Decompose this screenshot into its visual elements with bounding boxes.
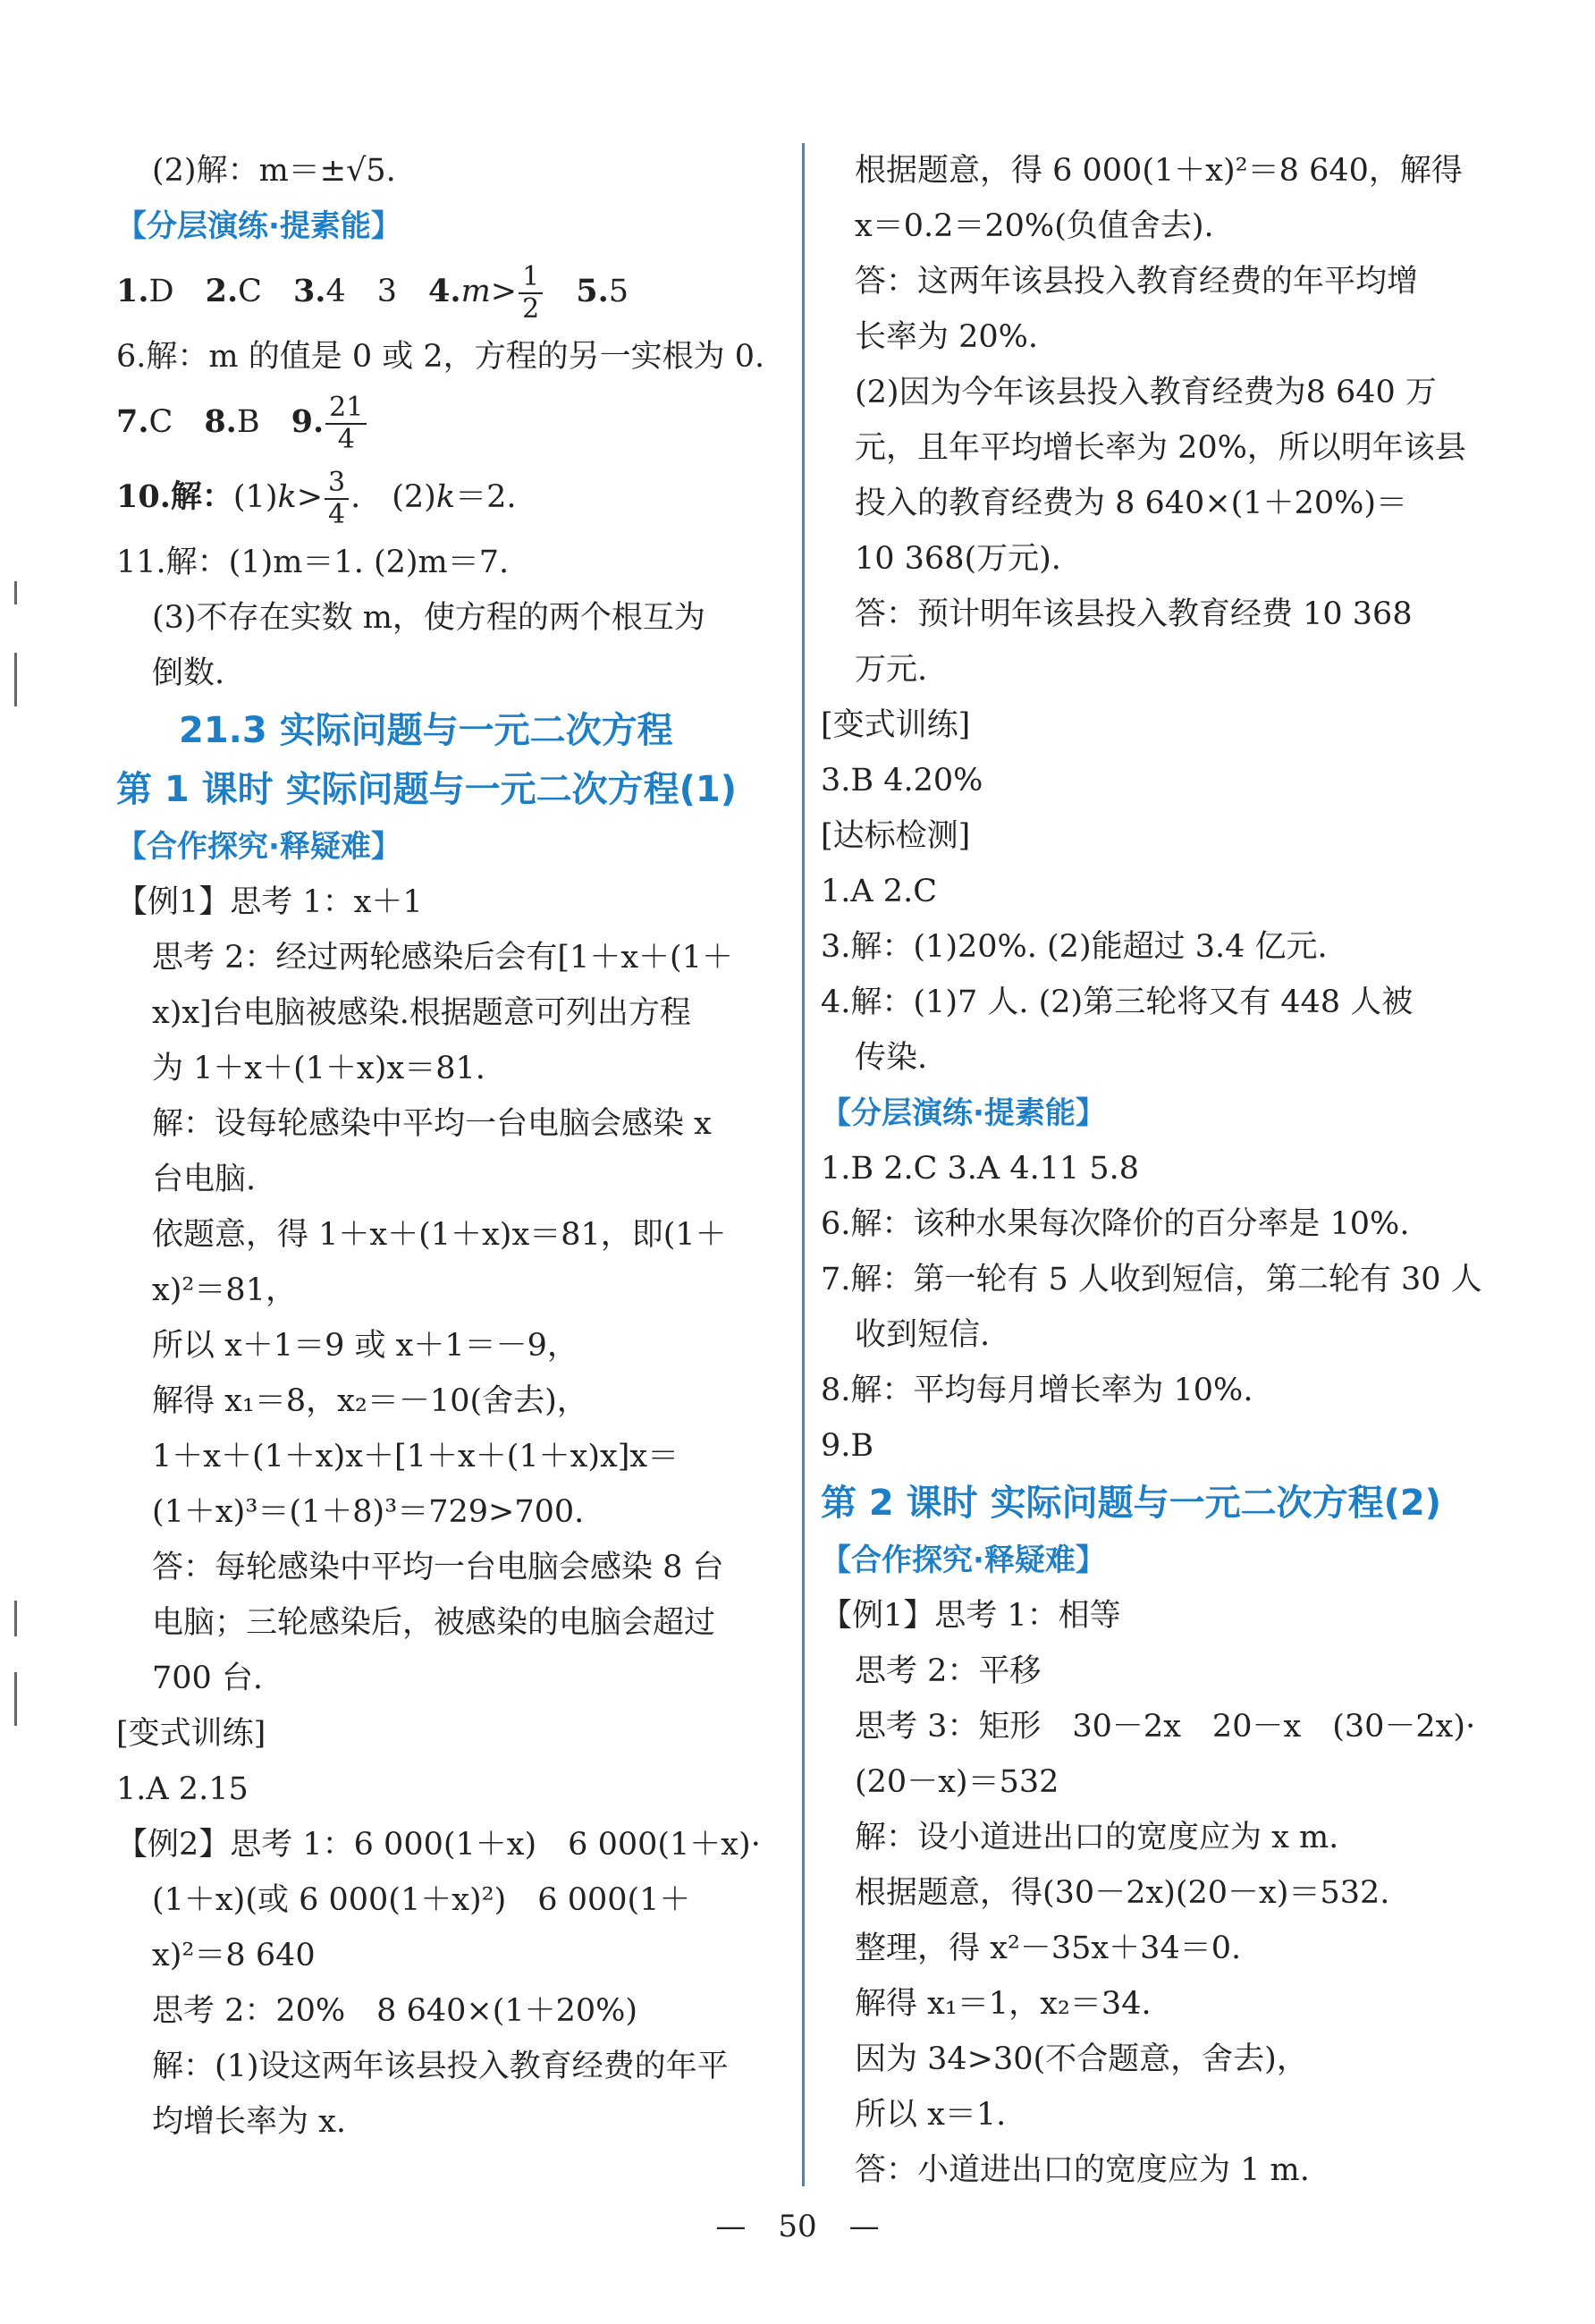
answer-line: 10.解：(1)k> $\frac{3}{4}$ . (2)k＝2. [116,466,517,530]
text-line: (20－x)＝532 [855,1764,1059,1800]
text-line: 整理，得 x²－35x＋34＝0. [855,1931,1242,1966]
text-line: 4.解：(1)7 人. (2)第三轮将又有 448 人被 [821,985,1414,1020]
text-line: 电脑；三轮感染后，被感染的电脑会超过 [152,1605,716,1641]
text-line: 思考 2：平移 [855,1653,1042,1689]
text-line: (2)因为今年该县投入教育经费为8 640 万 [855,375,1437,410]
text-line: 答：小道进出口的宽度应为 1 m. [855,2152,1310,2188]
text-line: 解：(1)设这两年该县投入教育经费的年平 [152,2049,729,2084]
text-line: 11.解：(1)m＝1. (2)m＝7. [116,545,510,580]
text-line: x)²＝8 640 [152,1938,316,1973]
right-column [821,143,1496,2198]
section-bar-heading: 【分层演练·提素能】 [821,1095,1106,1131]
fraction: $\frac{21}{4}$ [325,393,367,455]
section-bar-heading: 【合作探究·释疑难】 [116,829,401,865]
text-line: 6.解：m 的值是 0 或 2，方程的另一实根为 0. [116,339,765,375]
text-line: 因为 34>30(不合题意，舍去)， [855,2041,1308,2077]
text-line: (1＋x)(或 6 000(1＋x)²) 6 000(1＋ [152,1882,691,1918]
left-column [116,143,791,2150]
fraction: $\frac{3}{4}$ [325,468,349,530]
text-line: 答：预计明年该县投入教育经费 10 368 [855,596,1413,632]
text-line: 根据题意，得(30－2x)(20－x)＝532. [855,1875,1390,1911]
fraction: $\frac{1}{2}$ [519,262,543,325]
text-line: 9.B [821,1428,874,1464]
text-line: 均增长率为 x. [152,2104,346,2140]
text-line: 为 1＋x＋(1＋x)x＝81. [152,1051,485,1086]
text-line: 所以 x＋1＝9 或 x＋1＝－9， [152,1328,578,1364]
text-line: 长率为 20%. [855,319,1039,355]
text-line: 思考 2：经过两轮感染后会有[1＋x＋(1＋ [152,940,733,976]
subsection-heading: [达标检测] [821,818,971,854]
text-line: 解：设小道进出口的宽度应为 x m. [855,1820,1339,1855]
section-title: 21.3 实际问题与一元二次方程 [179,710,673,751]
lesson-title: 第 1 课时 实际问题与一元二次方程(1) [116,769,738,810]
text-line: 解得 x₁＝8，x₂＝－10(舍去)， [152,1383,588,1419]
text-line: 解：设每轮感染中平均一台电脑会感染 x [152,1106,712,1142]
answer-line: 1.D 2.C 3.4 3 4.m> $\frac{1}{2}$ 5.5 [116,260,629,325]
text-line: 1.B 2.C 3.A 4.11 5.8 [821,1151,1140,1187]
text-line: 解得 x₁＝1，x₂＝34. [855,1986,1152,2022]
text-line: (3)不存在实数 m，使方程的两个根互为 [152,600,705,636]
text-line: 思考 2：20% 8 640×(1＋20%) [152,1993,638,2029]
text-line: 思考 3：矩形 30－2x 20－x (30－2x)· [855,1709,1476,1745]
scan-edge-mark [14,581,17,604]
text-line: 8.解：平均每月增长率为 10%. [821,1373,1253,1408]
text-line: 所以 x＝1. [855,2097,1007,2133]
footer-dash: — [848,2209,880,2244]
text-line: 倒数. [152,655,225,691]
scan-edge-mark [14,1601,17,1636]
text-line: 答：这两年该县投入教育经费的年平均增 [855,264,1419,300]
scan-edge-mark [14,653,17,706]
text-line: 传染. [855,1040,928,1076]
text-line: 根据题意，得 6 000(1＋x)²＝8 640，解得 [855,153,1463,189]
column-divider [802,143,805,2186]
text-line: 700 台. [152,1661,264,1696]
text-line: 6.解：该种水果每次降价的百分率是 10%. [821,1206,1410,1242]
text-line: 1.A 2.C [821,874,937,909]
page-number: 50 [778,2209,817,2244]
text-line: (1＋x)³＝(1＋8)³＝729>700. [152,1494,585,1530]
scan-edge-mark [14,1672,17,1726]
text-line: (2)解：m＝±√5. [152,153,396,189]
text-line: x)x]台电脑被感染.根据题意可列出方程 [152,995,691,1031]
text-line: 10 368(万元). [855,541,1061,577]
text-line: 依题意，得 1＋x＋(1＋x)x＝81，即(1＋ [152,1217,727,1253]
subsection-heading: [变式训练] [821,707,971,743]
text-line: x＝0.2＝20%(负值舍去). [855,208,1214,244]
lesson-title: 第 2 课时 实际问题与一元二次方程(2) [821,1483,1442,1524]
answer-line: 7.C 8.B 9. $\frac{21}{4}$ [116,385,791,460]
section-bar-heading: 【合作探究·释疑难】 [821,1542,1106,1578]
text-line: 收到短信. [855,1317,991,1353]
footer-dash: — [715,2209,747,2244]
text-line: 【例1】思考 1：x＋1 [116,884,423,920]
text-line: 7.解：第一轮有 5 人收到短信，第二轮有 30 人 [821,1262,1482,1297]
text-line: 台电脑. [152,1162,257,1197]
text-line: 【例1】思考 1：相等 [821,1598,1121,1634]
text-line: 答：每轮感染中平均一台电脑会感染 8 台 [152,1550,724,1585]
page-footer [0,2209,1595,2244]
text-line: 【例2】思考 1：6 000(1＋x) 6 000(1＋x)· [116,1827,761,1863]
text-line: 1＋x＋(1＋x)x＋[1＋x＋(1＋x)x]x＝ [152,1439,679,1475]
text-line: 投入的教育经费为 8 640×(1＋20%)＝ [855,486,1408,521]
text-line: x)²＝81， [152,1272,297,1308]
text-line: 1.A 2.15 [116,1771,249,1807]
text-line: 3.B 4.20% [821,763,983,799]
text-line: 万元. [855,652,928,688]
section-bar-heading: 【分层演练·提素能】 [116,208,401,244]
subsection-heading: [变式训练] [116,1716,266,1752]
text-line: 元，且年平均增长率为 20%，所以明年该县 [855,430,1466,466]
text-line: 3.解：(1)20%. (2)能超过 3.4 亿元. [821,929,1328,965]
